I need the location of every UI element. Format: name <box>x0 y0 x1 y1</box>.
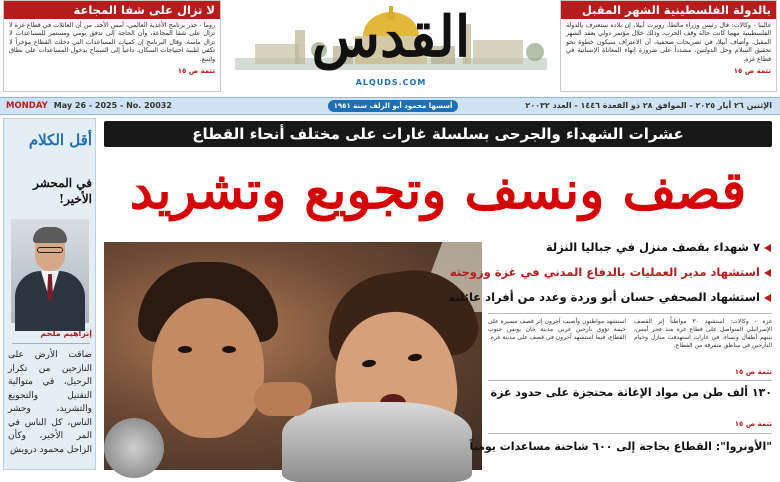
main-kicker[interactable]: عشرات الشهداء والجرحى بسلسلة غارات على مختلف أنحاء القطاع <box>104 121 772 147</box>
english-date <box>6 101 172 111</box>
story-body-right: غزة - وكالات: استشهد ٣٠ مواطناً إثر القصف الإسرائيلي المتواصل على قطاع غزة منذ فجر أمس، بينهم أطفال ونساء، في غارات استهدفت منازل وخيام النازحين في مناطق متفرقة من القطاع. <box>634 318 772 349</box>
site-url-link[interactable]: ALQUDS.COM <box>355 78 427 87</box>
story-body-left: استشهد مواطنون وأصيب آخرون إثر قصف مسيرة على خيمة تؤوي نازحين غربي مدينة خان يونس جنوب القطاع، فيما استشهد آخرون في قصف على مدينة غزة. <box>488 318 626 341</box>
main-headline[interactable]: قصف ونسف وتجويع وتشريد <box>129 160 747 221</box>
story-divider <box>488 433 772 434</box>
opinion-column-kicker: أقل الكلام <box>28 131 92 149</box>
story-continued[interactable]: تتمة ص ١٥ <box>734 368 772 376</box>
side-story-right-headline[interactable]: بالدولة الفلسطينية الشهر المقبل <box>561 1 776 19</box>
story2-headline[interactable]: ١٣٠ ألف طن من مواد الإغاثة محتجزة على حدود غزة <box>490 386 772 399</box>
arabic-date: الإثنين ٢٦ أيار ٢٠٢٥ - الموافق ٢٨ ذو القعدة ١٤٤٦ - العدد ٢٠٠٣٢ <box>525 101 772 110</box>
opinion-column-text: ضاقت الأرض على النازحين من تكرار الرحيل، في متوالية التقتيل والتجويع والتشريد، وحشر الناس، كل الناس في المر الأخير، وكأن الزاحل محمود درويش <box>8 350 92 455</box>
side-story-right-continued[interactable]: تتمة ص ١٥ <box>733 67 771 76</box>
story-bullets <box>448 240 772 315</box>
english-date-issue: May 26 - 2025 - No. 20032 <box>53 101 172 110</box>
bullet-headline[interactable]: ٧ شهداء بقصف منزل في جباليا النزلة <box>488 240 772 255</box>
opinion-author[interactable]: إبراهيم ملحم <box>40 329 92 338</box>
lead-photo[interactable] <box>104 242 482 470</box>
side-story-left-continued[interactable]: تتمة ص ١٥ <box>177 67 215 76</box>
bullet-headline[interactable]: استشهاد مدير العمليات بالدفاع المدني في غزة وزوجته <box>488 265 772 280</box>
founder-badge: أسسها محمود أبو الزلف سنة ١٩٥١ <box>328 100 458 112</box>
author-portrait <box>11 219 89 323</box>
side-story-right-body: غالينا - وكالات: قال رئيس وزراء مالطا، روبرت أبيلا، إن بلاده ستعترف بالدولة الفلسطينية مهما كانت حالة وقف الحرب، وذلك خلال مؤتمر دولي يعقد الشهر المقبل. وأضاف أبيلا، في تصريحات صحفية، أن الاعتراف سيكون خطوة نحو تحقيق السلام وحل الدولتين، مشدداً على ضرورة إنهاء المعاناة الإنسانية في قطاع غزة. <box>566 22 771 63</box>
story-divider <box>488 380 772 381</box>
side-story-right[interactable] <box>560 0 777 92</box>
side-story-left-body: روما - حذر برنامج الأغذية العالمي، أمس الأحد، من أن العائلات في قطاع غزة لا تزال على شفا المجاعة، وأن الحاجة إلى تدفق يومي ومستمر للمساعدات لا تزال ماسة. وقال البرنامج إن كميات المساعدات التي دخلت القطاع مؤخراً لا تكفي لتلبية احتياجات السكان، داعياً إلى السماح بدخول المساعدات على نطاق واسع. <box>9 22 215 63</box>
author-divider <box>12 343 90 344</box>
date-strip <box>0 97 780 115</box>
masthead <box>235 0 547 96</box>
story-divider <box>488 313 772 314</box>
masthead-logo[interactable]: القدس <box>311 4 471 70</box>
side-story-left-headline[interactable]: لا تزال على شفا المجاعة <box>4 1 220 19</box>
opinion-column-title[interactable]: في المحشر الأخير! <box>33 176 92 206</box>
english-day: MONDAY <box>6 101 48 111</box>
story3-headline[interactable]: "الأونروا": القطاع بحاجة إلى ٦٠٠ شاحنة مساعدات يومياً <box>469 440 772 453</box>
side-story-left[interactable] <box>3 0 221 92</box>
story2-continued[interactable]: تتمة ص ١٥ <box>734 420 772 428</box>
bullet-headline[interactable]: استشهاد الصحفي حسان أبو وردة وعدد من أفراد عائلته <box>488 290 772 305</box>
opinion-column[interactable] <box>3 118 96 470</box>
story-body-columns <box>488 318 772 366</box>
